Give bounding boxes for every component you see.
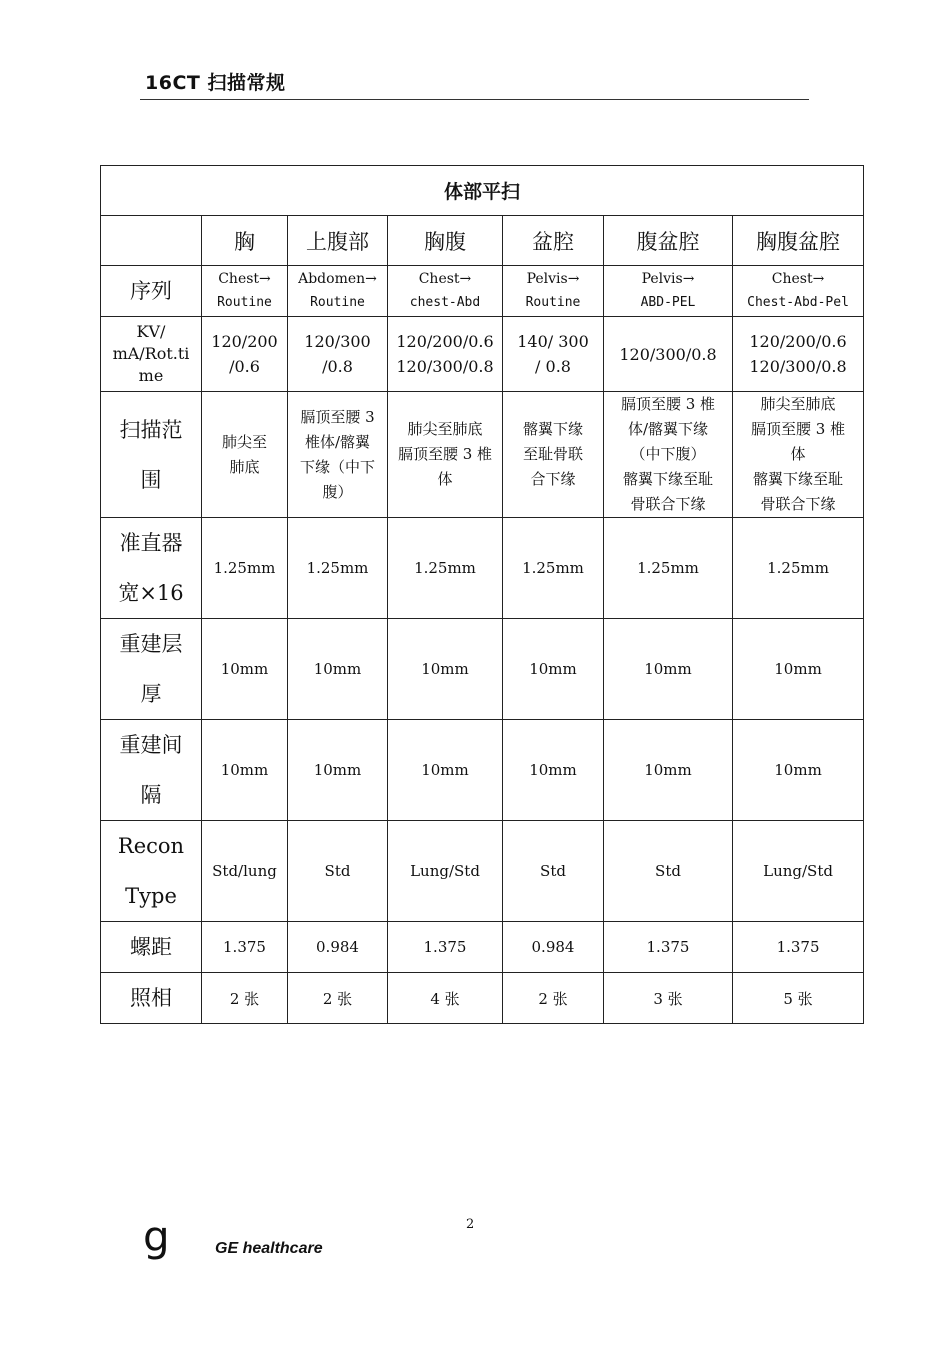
row-label: 序列 — [101, 266, 202, 317]
footer-brand: GE healthcare — [215, 1240, 323, 1257]
cell-line: 肺尖至肺底 — [760, 395, 836, 413]
column-header: 胸腹盆腔 — [733, 216, 864, 266]
cell-line: 椎体/髂翼 — [304, 432, 371, 451]
table-cell — [388, 266, 503, 317]
table-cell: 1.375 — [733, 922, 864, 973]
cell-line: 膈顶至腰 3 椎 — [750, 420, 846, 438]
table-cell: 1.25mm — [733, 518, 864, 619]
table-cell: 10mm — [202, 619, 288, 720]
cell-line: 120/300/0.8 — [396, 357, 494, 376]
cell-line: /0.8 — [322, 357, 353, 376]
table-cell: 0.984 — [503, 922, 604, 973]
table-cell: 1.375 — [388, 922, 503, 973]
column-header: 胸腹 — [388, 216, 503, 266]
table-cell: Std — [604, 821, 733, 922]
body-scan-protocol-table — [100, 165, 864, 1024]
table-cell: 10mm — [288, 619, 388, 720]
table-cell: 1.375 — [202, 922, 288, 973]
cell-line: 120/300/0.8 — [749, 357, 847, 376]
cell-line: Chest→ — [418, 271, 472, 287]
corner-cell — [101, 216, 202, 266]
table-cell: 10mm — [388, 720, 503, 821]
table-cell: 10mm — [733, 720, 864, 821]
cell-line: chest-Abd — [409, 295, 481, 310]
table-cell: Std — [503, 821, 604, 922]
label-line: 宽×16 — [118, 581, 184, 605]
cell-line: 下缘（中下 — [299, 457, 375, 476]
table-cell: Std — [288, 821, 388, 922]
table-cell — [288, 266, 388, 317]
column-header: 上腹部 — [288, 216, 388, 266]
table-row-sequence — [101, 266, 864, 317]
table-cell — [503, 266, 604, 317]
table-cell: 1.375 — [604, 922, 733, 973]
cell-line: Chest-Abd-Pel — [747, 295, 849, 310]
table-cell — [604, 266, 733, 317]
label-line: 隔 — [140, 783, 162, 807]
table-cell: 2 张 — [202, 973, 288, 1024]
cell-line: 骨联合下缘 — [760, 495, 836, 513]
table-cell: 1.25mm — [202, 518, 288, 619]
column-header: 胸 — [202, 216, 288, 266]
table-cell: 1.25mm — [288, 518, 388, 619]
label-line: 准直器 — [119, 531, 183, 555]
table-row-collimator — [101, 518, 864, 619]
label-line: 重建层 — [119, 632, 183, 656]
table-cell — [202, 266, 288, 317]
table-cell: 2 张 — [503, 973, 604, 1024]
cell-line: 体 — [437, 470, 453, 488]
table-cell: 3 张 — [604, 973, 733, 1024]
label-line: 扫描范 — [119, 417, 183, 442]
table-cell — [388, 392, 503, 518]
table-cell: 10mm — [604, 720, 733, 821]
cell-line: 120/200 — [211, 332, 278, 351]
table-cell — [733, 392, 864, 518]
table-cell: 1.25mm — [503, 518, 604, 619]
cell-line: 120/300/0.8 — [619, 344, 717, 364]
cell-line: 120/200/0.6 — [749, 332, 847, 351]
cell-line: /0.6 — [229, 357, 260, 376]
cell-line: （中下腹） — [630, 445, 706, 463]
table-cell — [733, 317, 864, 392]
table-row-pitch — [101, 922, 864, 973]
table-cell: 10mm — [288, 720, 388, 821]
row-label — [101, 619, 202, 720]
cell-line: 骨联合下缘 — [630, 495, 706, 513]
cell-line: 120/300 — [304, 332, 371, 351]
cell-line: Routine — [310, 295, 365, 310]
cell-line: 体/髂翼下缘 — [627, 420, 709, 438]
cell-line: 肺尖至肺底 — [407, 420, 483, 438]
table-cell: 2 张 — [288, 973, 388, 1024]
cell-line: 120/200/0.6 — [396, 332, 494, 351]
table-cell: 10mm — [388, 619, 503, 720]
cell-line: 体 — [790, 445, 806, 463]
row-label — [101, 317, 202, 392]
cell-line: 140/ 300 — [517, 332, 589, 351]
row-label: 照相 — [101, 973, 202, 1024]
table-row-films — [101, 973, 864, 1024]
label-line: Recon — [117, 834, 185, 858]
document-header-title: 16CT 扫描常规 — [145, 72, 286, 94]
table-cell — [202, 392, 288, 518]
cell-line: 髂翼下缘至耻 — [622, 470, 713, 488]
table-cell — [288, 392, 388, 518]
table-cell: Std/lung — [202, 821, 288, 922]
table-cell — [604, 317, 733, 392]
table-cell: 0.984 — [288, 922, 388, 973]
cell-line: Routine — [217, 295, 272, 310]
table-cell — [733, 266, 864, 317]
row-label — [101, 821, 202, 922]
table-row-recon-interval — [101, 720, 864, 821]
cell-line: 膈顶至腰 3 椎 — [397, 445, 493, 463]
row-label — [101, 392, 202, 518]
table-row-scan-range — [101, 392, 864, 518]
column-header-row — [101, 216, 864, 266]
cell-line: 髂翼下缘 — [522, 420, 583, 438]
table-title: 体部平扫 — [101, 166, 864, 216]
label-line: mA/Rot.ti — [112, 344, 190, 363]
cell-line: Pelvis→ — [641, 271, 695, 287]
cell-line: Chest→ — [771, 271, 825, 287]
page-number: 2 — [466, 1217, 475, 1232]
table-cell — [202, 317, 288, 392]
ge-logo-icon: g — [143, 1212, 170, 1261]
table-cell: Lung/Std — [733, 821, 864, 922]
table-row-recon-thickness — [101, 619, 864, 720]
cell-line: Routine — [525, 295, 581, 310]
label-line: 重建间 — [119, 733, 183, 757]
header-rule — [140, 99, 809, 100]
cell-line: 肺尖至 — [221, 432, 267, 451]
table-cell — [288, 317, 388, 392]
cell-line: 髂翼下缘至耻 — [753, 470, 844, 488]
cell-line: 腹） — [322, 482, 353, 501]
table-cell — [388, 317, 503, 392]
label-line: 厚 — [140, 682, 162, 706]
cell-line: Pelvis→ — [526, 271, 580, 287]
cell-line: 至耻骨联 — [522, 445, 583, 463]
row-label — [101, 518, 202, 619]
table-cell — [604, 392, 733, 518]
table-cell: 10mm — [503, 720, 604, 821]
cell-line: 肺底 — [229, 457, 260, 476]
table-row-kv — [101, 317, 864, 392]
table-cell: 5 张 — [733, 973, 864, 1024]
cell-line: 膈顶至腰 3 椎 — [620, 395, 716, 413]
table-cell — [503, 317, 604, 392]
table-cell: 1.25mm — [604, 518, 733, 619]
cell-line: 膈顶至腰 3 — [300, 407, 375, 426]
table-cell: 10mm — [503, 619, 604, 720]
cell-line: / 0.8 — [535, 357, 571, 376]
label-line: Type — [125, 884, 177, 908]
table-row-recon-type — [101, 821, 864, 922]
table-cell: 10mm — [733, 619, 864, 720]
row-label: 螺距 — [101, 922, 202, 973]
column-header: 盆腔 — [503, 216, 604, 266]
label-line: 围 — [140, 467, 162, 492]
row-label — [101, 720, 202, 821]
table-cell — [503, 392, 604, 518]
label-line: me — [138, 366, 164, 385]
cell-line: Chest→ — [218, 271, 271, 287]
cell-line: Abdomen→ — [298, 271, 377, 287]
column-header: 腹盆腔 — [604, 216, 733, 266]
table-cell: Lung/Std — [388, 821, 503, 922]
label-line: KV/ — [136, 322, 166, 341]
table-cell: 4 张 — [388, 973, 503, 1024]
table-cell: 1.25mm — [388, 518, 503, 619]
cell-line: ABD-PEL — [640, 295, 696, 310]
table-cell: 10mm — [604, 619, 733, 720]
table-cell: 10mm — [202, 720, 288, 821]
cell-line: 合下缘 — [530, 470, 576, 488]
